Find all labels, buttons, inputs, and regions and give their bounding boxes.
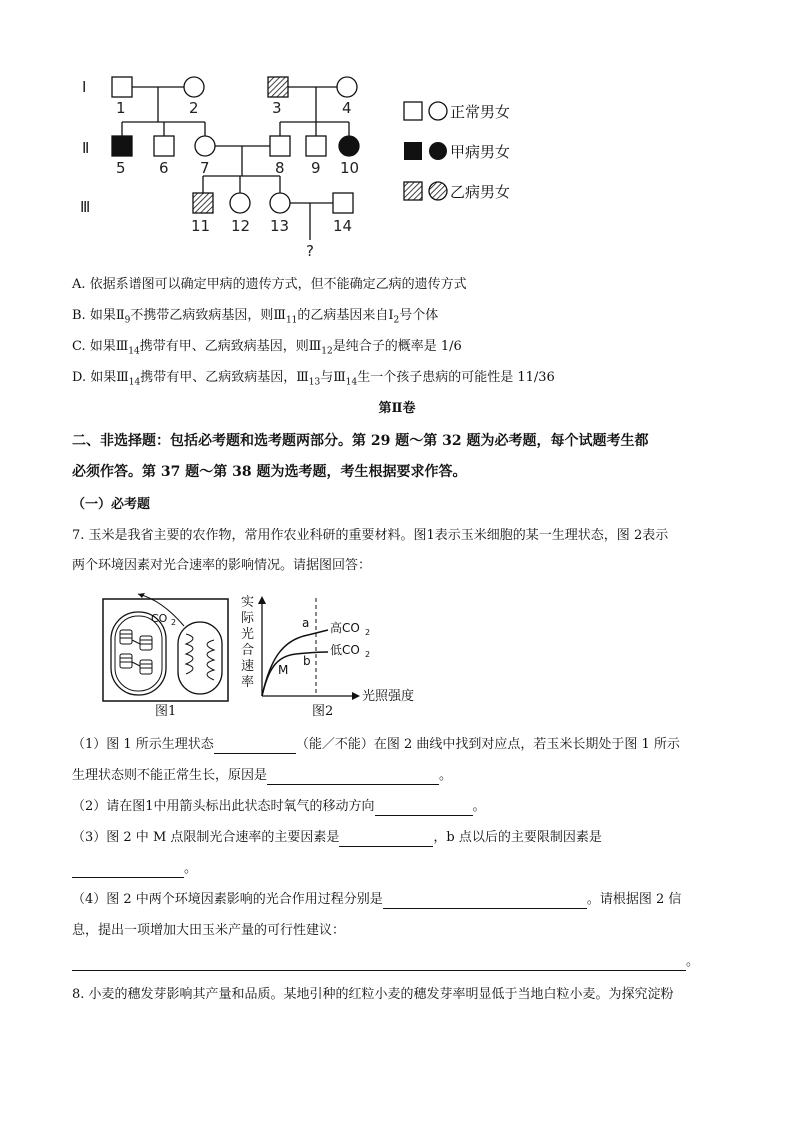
- legend-label: 正常男女: [450, 103, 511, 121]
- answer-blank[interactable]: [267, 770, 439, 785]
- subsection-heading: （一）必考题: [72, 497, 151, 512]
- id-label: 12: [231, 217, 251, 235]
- generation-label-3: Ⅲ: [80, 198, 91, 216]
- legend-disease-a-male-icon: [404, 142, 422, 160]
- generation-label-1: Ⅰ: [82, 78, 87, 96]
- legend-disease-b-male-icon: [404, 182, 422, 200]
- figure-2-chart: [236, 590, 426, 710]
- point-b-label: b: [303, 654, 311, 668]
- id-label: 5: [116, 159, 126, 177]
- point-a-label: a: [302, 616, 310, 630]
- q7-part3-line2: 。: [72, 860, 197, 878]
- id-label: 7: [200, 159, 210, 177]
- series-label-high-co2: 高CO: [330, 621, 360, 635]
- svg-text:率: 率: [241, 675, 255, 690]
- id-label: 4: [342, 99, 352, 117]
- pedigree-individual-13: [270, 193, 290, 213]
- curve-low-co2: [262, 652, 328, 696]
- series-label-low-co2: 低CO: [330, 643, 360, 657]
- pedigree-individual-4: [337, 77, 357, 97]
- q7-stem-line1: 7. 玉米是我省主要的农作物，常用作农业科研的重要材料。图1表示玉米细胞的某一生理状态，图 2表示: [72, 528, 669, 543]
- answer-blank[interactable]: [214, 739, 296, 754]
- pedigree-individual-8: [270, 136, 290, 156]
- id-label: 10: [340, 159, 360, 177]
- option-c: C. 如果$Ⅲ_{14}$携带有甲、乙病致病基因，则$Ⅲ_{12}$是纯合子的概率是 1/6: [72, 339, 462, 357]
- pedigree-individual-2: [184, 77, 204, 97]
- pedigree-chart: [70, 60, 370, 265]
- legend-disease-a-female-icon: [429, 142, 447, 160]
- svg-text:合: 合: [241, 643, 255, 658]
- generation-label-2: Ⅱ: [82, 139, 90, 157]
- svg-text:光: 光: [241, 627, 255, 642]
- pedigree-individual-3: [268, 77, 288, 97]
- option-a: A. 依据系谱图可以确定甲病的遗传方式，但不能确定乙病的遗传方式: [72, 277, 467, 292]
- q7-part1-line2: 生理状态则不能正常生长，原因是 。: [72, 768, 453, 783]
- answer-blank[interactable]: [383, 894, 587, 909]
- id-label: 9: [311, 159, 321, 177]
- section-heading-line1: 二、非选择题：包括必考题和选考题两部分。第 29 题～第 32 题为必考题，每个试题考生都: [72, 433, 649, 449]
- q7-part2: （2）请在图1中用箭头标出此状态时氧气的移动方向 。: [72, 799, 486, 814]
- id-label: 13: [270, 217, 290, 235]
- pedigree-individual-7: [195, 136, 215, 156]
- mitochondrion: [178, 622, 222, 694]
- id-label: 3: [272, 99, 282, 117]
- id-label: 2: [189, 99, 199, 117]
- pedigree-individual-14: [333, 193, 353, 213]
- svg-text:2: 2: [171, 618, 177, 627]
- curve-high-co2: [262, 630, 328, 696]
- q7-part3-line1: （3）图 2 中 M 点限制光合速率的主要因素是 ，b 点以后的主要限制因素是: [72, 830, 602, 845]
- pedigree-individual-11: [193, 193, 213, 213]
- id-label: 11: [191, 217, 211, 235]
- answer-blank[interactable]: [72, 956, 686, 971]
- q7-part4-line2: 息，提出一项增加大田玉米产量的可行性建议：: [72, 923, 346, 938]
- pedigree-individual-9: [306, 136, 326, 156]
- legend-normal-male-icon: [404, 102, 422, 120]
- pedigree-individual-12: [230, 193, 250, 213]
- id-label: 8: [275, 159, 285, 177]
- figure-2-caption: 图2: [312, 704, 334, 719]
- q7-part4-line1: （4）图 2 中两个环境因素影响的光合作用过程分别是 。请根据图 2 信: [72, 892, 682, 907]
- point-m-label: M: [278, 663, 289, 677]
- option-b: B. 如果$Ⅱ_9$不携带乙病致病基因，则$Ⅲ_{11}$的乙病基因来自$Ⅰ_2$号个体: [72, 308, 439, 326]
- id-label: 14: [333, 217, 353, 235]
- volume-title: 第Ⅱ卷: [378, 401, 416, 416]
- section-heading-line2: 必须作答。第 37 题～第 38 题为选考题，考生根据要求作答。: [72, 464, 467, 480]
- x-axis-label: 光照强度: [362, 689, 415, 704]
- id-label: 1: [116, 99, 126, 117]
- q7-part4-line3: 。: [72, 953, 699, 971]
- q7-stem-line2: 两个环境因素对光合速率的影响情况。请据图回答：: [72, 558, 372, 573]
- pedigree-individual-1: [112, 77, 132, 97]
- legend-normal-female-icon: [429, 102, 447, 120]
- figure-1-caption: 图1: [155, 704, 177, 719]
- pedigree-individual-10: [339, 136, 359, 156]
- svg-text:际: 际: [241, 611, 255, 626]
- legend-label: 乙病男女: [450, 183, 511, 201]
- id-label: 6: [159, 159, 169, 177]
- answer-blank[interactable]: [72, 863, 184, 878]
- answer-blank[interactable]: [339, 832, 433, 847]
- svg-text:2: 2: [365, 650, 371, 659]
- svg-text:实: 实: [241, 595, 255, 610]
- q8-stem-line1: 8. 小麦的穗发芽影响其产量和品质。某地引种的红粒小麦的穗发芽率明显低于当地白粒小麦。为探究淀粉: [72, 987, 674, 1002]
- legend-disease-b-female-icon: [429, 182, 447, 200]
- answer-blank[interactable]: [375, 801, 473, 816]
- q7-part1-line1: （1）图 1 所示生理状态 （能／不能）在图 2 曲线中找到对应点，若玉米长期处于图 1 所示: [72, 737, 680, 752]
- legend-label: 甲病男女: [450, 143, 511, 161]
- pedigree-individual-5: [112, 136, 132, 156]
- pedigree-legend: [398, 96, 538, 206]
- question-mark: ?: [306, 242, 314, 260]
- option-d: D. 如果$Ⅲ_{14}$携带有甲、乙病致病基因，$Ⅲ_{13}$与$Ⅲ_{14}$生一个孩子患病的可能性是 11/36: [72, 370, 555, 388]
- svg-text:速: 速: [241, 659, 255, 674]
- co2-label: CO: [151, 612, 168, 625]
- svg-text:2: 2: [365, 628, 371, 637]
- pedigree-individual-6: [154, 136, 174, 156]
